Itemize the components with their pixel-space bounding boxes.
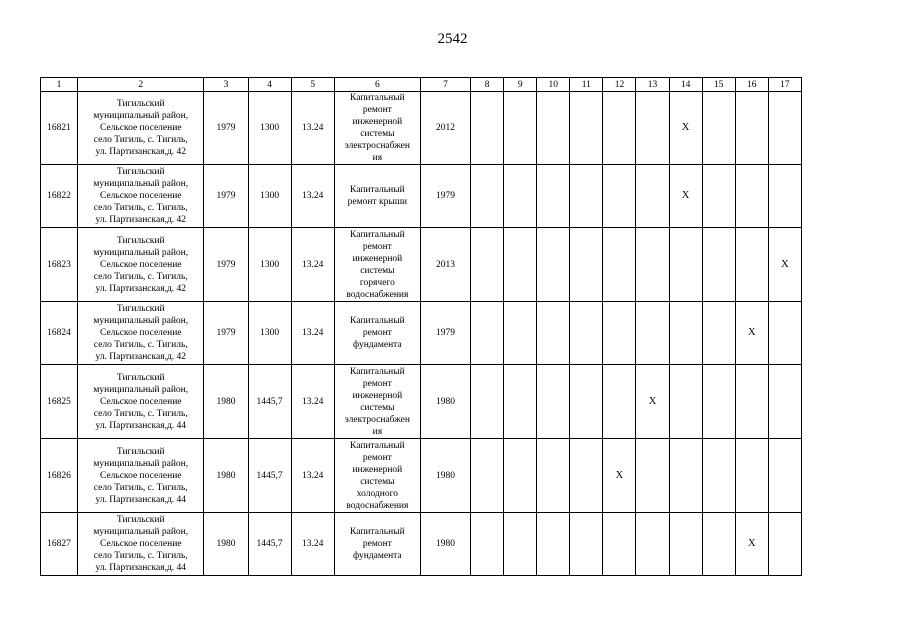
work-type-cell <box>334 513 420 576</box>
column-header: 3 <box>204 78 248 92</box>
work-type-cell-line: ремонт <box>362 378 392 389</box>
address-cell-line: Сельское поселение <box>100 123 182 133</box>
work-year-cell: 1980 <box>420 365 470 439</box>
work-type-cell-line: ремонт <box>362 328 392 338</box>
column-11-cell <box>570 513 603 576</box>
column-8-cell <box>471 302 504 365</box>
column-16-cell <box>735 228 768 302</box>
address-cell-line: Тигильский <box>116 167 165 177</box>
address-cell-line: муниципальный район, <box>93 316 189 326</box>
work-type-cell-line: системы <box>360 129 395 139</box>
address-cell-line: ул. Партизанская,д. 44 <box>95 563 187 573</box>
table-row <box>41 439 802 513</box>
x-mark-cell: X <box>636 365 669 439</box>
work-type-cell-line: ремонт крыши <box>347 197 408 207</box>
column-8-cell <box>471 513 504 576</box>
address-cell <box>78 165 204 228</box>
column-13-cell <box>636 165 669 228</box>
column-header: 15 <box>702 78 735 92</box>
column-header: 1 <box>41 78 78 92</box>
column-17-cell <box>768 365 801 439</box>
column-16-cell <box>735 439 768 513</box>
work-type-cell-line: электроснабжен <box>344 414 410 425</box>
column-17-cell <box>768 439 801 513</box>
work-type-cell-line: водоснабжения <box>346 289 409 300</box>
work-type-cell-line: системы <box>360 476 395 487</box>
work-type-cell-line: фундамента <box>353 340 402 350</box>
column-header: 11 <box>570 78 603 92</box>
address-cell <box>78 365 204 439</box>
column-16-cell <box>735 165 768 228</box>
work-year-cell: 2013 <box>420 228 470 302</box>
address-cell-line: Сельское поселение <box>100 470 182 481</box>
column-15-cell <box>702 513 735 576</box>
address-cell-line: Тигильский <box>116 304 165 314</box>
work-type-cell <box>334 165 420 228</box>
column-9-cell <box>504 302 537 365</box>
work-year-cell: 1980 <box>420 513 470 576</box>
column-14-cell <box>669 439 702 513</box>
column-17-cell <box>768 302 801 365</box>
column-8-cell <box>471 92 504 165</box>
column-10-cell <box>537 92 570 165</box>
address-cell-line: ул. Партизанская,д. 42 <box>95 215 187 225</box>
column-12-cell <box>603 92 636 165</box>
column-8-cell <box>471 365 504 439</box>
column-13-cell <box>636 92 669 165</box>
column-header: 6 <box>334 78 420 92</box>
work-type-cell <box>334 92 420 165</box>
column-13-cell <box>636 439 669 513</box>
column-17-cell <box>768 92 801 165</box>
work-type-cell-line: инженерной <box>352 117 403 127</box>
data-table <box>40 77 802 576</box>
address-cell-line: Сельское поселение <box>100 396 182 407</box>
column-10-cell <box>537 365 570 439</box>
table-row <box>41 92 802 165</box>
area-cell: 1300 <box>248 92 291 165</box>
work-type-cell-line: горячего <box>359 277 395 288</box>
column-13-cell <box>636 228 669 302</box>
row-id-cell: 16826 <box>41 439 78 513</box>
work-type-cell-line: Капитальный <box>350 440 405 451</box>
address-cell-line: муниципальный район, <box>93 384 189 395</box>
table-row <box>41 302 802 365</box>
work-type-cell-line: системы <box>360 265 395 276</box>
column-12-cell <box>603 365 636 439</box>
column-9-cell <box>504 92 537 165</box>
year-cell: 1980 <box>204 365 248 439</box>
year-cell: 1979 <box>204 302 248 365</box>
work-type-cell-line: водоснабжения <box>346 500 409 511</box>
work-type-cell-line: Капитальный <box>350 229 405 240</box>
work-type-cell-line: ремонт <box>362 241 392 252</box>
column-11-cell <box>570 365 603 439</box>
work-type-cell-line: Капитальный <box>350 316 405 326</box>
row-id-cell: 16823 <box>41 228 78 302</box>
column-header: 13 <box>636 78 669 92</box>
column-14-cell <box>669 365 702 439</box>
address-cell <box>78 92 204 165</box>
column-12-cell <box>603 513 636 576</box>
column-13-cell <box>636 302 669 365</box>
row-id-cell: 16825 <box>41 365 78 439</box>
area-cell: 1300 <box>248 302 291 365</box>
address-cell-line: ул. Партизанская,д. 42 <box>95 147 187 157</box>
column-14-cell <box>669 228 702 302</box>
code-cell: 13.24 <box>291 165 334 228</box>
code-cell: 13.24 <box>291 439 334 513</box>
work-type-cell-line: холодного <box>356 488 399 499</box>
x-mark-cell: X <box>735 513 768 576</box>
address-cell-line: Тигильский <box>116 99 165 109</box>
column-header: 16 <box>735 78 768 92</box>
address-cell <box>78 302 204 365</box>
area-cell: 1300 <box>248 165 291 228</box>
column-12-cell <box>603 228 636 302</box>
area-cell: 1445,7 <box>248 439 291 513</box>
address-cell-line: муниципальный район, <box>93 111 189 121</box>
address-cell-line: муниципальный район, <box>93 458 189 469</box>
work-type-cell-line: ремонт <box>362 105 392 115</box>
row-id-cell: 16827 <box>41 513 78 576</box>
column-16-cell <box>735 365 768 439</box>
address-cell-line: муниципальный район, <box>93 527 189 537</box>
column-header: 9 <box>504 78 537 92</box>
year-cell: 1979 <box>204 165 248 228</box>
address-cell-line: село Тигиль, с. Тигиль, <box>93 408 188 419</box>
address-cell-line: ул. Партизанская,д. 44 <box>95 494 187 505</box>
column-9-cell <box>504 365 537 439</box>
column-15-cell <box>702 439 735 513</box>
column-17-cell <box>768 513 801 576</box>
area-cell: 1445,7 <box>248 513 291 576</box>
year-cell: 1980 <box>204 513 248 576</box>
year-cell: 1980 <box>204 439 248 513</box>
work-year-cell: 1979 <box>420 165 470 228</box>
work-type-cell-line: электроснабжен <box>344 141 410 151</box>
address-cell-line: муниципальный район, <box>93 179 189 189</box>
work-type-cell-line: инженерной <box>352 464 403 475</box>
address-cell-line: село Тигиль, с. Тигиль, <box>93 482 188 493</box>
column-header: 17 <box>768 78 801 92</box>
year-cell: 1979 <box>204 228 248 302</box>
column-13-cell <box>636 513 669 576</box>
page-number: 2542 <box>437 31 468 47</box>
column-10-cell <box>537 439 570 513</box>
column-11-cell <box>570 165 603 228</box>
address-cell-line: муниципальный район, <box>93 247 189 258</box>
row-id-cell: 16822 <box>41 165 78 228</box>
work-type-cell-line: Капитальный <box>350 527 405 537</box>
year-cell: 1979 <box>204 92 248 165</box>
work-type-cell-line: ия <box>372 153 383 163</box>
table-row <box>41 513 802 576</box>
row-id-cell: 16824 <box>41 302 78 365</box>
address-cell-line: Сельское поселение <box>100 328 182 338</box>
work-type-cell-line: ия <box>372 426 383 437</box>
column-8-cell <box>471 439 504 513</box>
work-type-cell-line: ремонт <box>362 452 392 463</box>
area-cell: 1445,7 <box>248 365 291 439</box>
address-cell <box>78 439 204 513</box>
column-10-cell <box>537 302 570 365</box>
column-17-cell <box>768 165 801 228</box>
work-type-cell-line: Капитальный <box>350 185 405 195</box>
code-cell: 13.24 <box>291 365 334 439</box>
address-cell-line: село Тигиль, с. Тигиль, <box>93 203 188 213</box>
address-cell <box>78 513 204 576</box>
column-16-cell <box>735 92 768 165</box>
address-cell-line: село Тигиль, с. Тигиль, <box>93 551 188 561</box>
column-15-cell <box>702 228 735 302</box>
address-cell <box>78 228 204 302</box>
x-mark-cell: X <box>735 302 768 365</box>
column-14-cell <box>669 302 702 365</box>
work-type-cell-line: ремонт <box>362 539 392 549</box>
column-12-cell <box>603 302 636 365</box>
column-11-cell <box>570 439 603 513</box>
code-cell: 13.24 <box>291 228 334 302</box>
column-header: 7 <box>420 78 470 92</box>
code-cell: 13.24 <box>291 513 334 576</box>
column-9-cell <box>504 439 537 513</box>
column-header: 14 <box>669 78 702 92</box>
work-year-cell: 2012 <box>420 92 470 165</box>
address-cell-line: Сельское поселение <box>100 191 182 201</box>
work-type-cell-line: Капитальный <box>350 93 405 103</box>
column-9-cell <box>504 228 537 302</box>
work-type-cell-line: Капитальный <box>350 366 405 377</box>
work-type-cell <box>334 228 420 302</box>
address-cell-line: Сельское поселение <box>100 259 182 270</box>
column-11-cell <box>570 302 603 365</box>
address-cell-line: село Тигиль, с. Тигиль, <box>93 340 188 350</box>
column-header: 4 <box>248 78 291 92</box>
column-9-cell <box>504 165 537 228</box>
column-15-cell <box>702 165 735 228</box>
table-row <box>41 365 802 439</box>
column-10-cell <box>537 228 570 302</box>
column-9-cell <box>504 513 537 576</box>
address-cell-line: Тигильский <box>116 372 165 383</box>
address-cell-line: Тигильский <box>116 515 165 525</box>
x-mark-cell: X <box>669 165 702 228</box>
column-header: 12 <box>603 78 636 92</box>
work-type-cell-line: системы <box>360 402 395 413</box>
column-8-cell <box>471 165 504 228</box>
address-cell-line: ул. Партизанская,д. 42 <box>95 352 187 362</box>
work-type-cell <box>334 365 420 439</box>
address-cell-line: Сельское поселение <box>100 539 182 549</box>
area-cell: 1300 <box>248 228 291 302</box>
column-15-cell <box>702 365 735 439</box>
work-type-cell-line: инженерной <box>352 390 403 401</box>
address-cell-line: Тигильский <box>116 446 165 457</box>
table-row <box>41 228 802 302</box>
work-year-cell: 1980 <box>420 439 470 513</box>
column-header: 5 <box>291 78 334 92</box>
column-14-cell <box>669 513 702 576</box>
row-id-cell: 16821 <box>41 92 78 165</box>
column-header: 8 <box>471 78 504 92</box>
column-10-cell <box>537 513 570 576</box>
header-row <box>41 78 802 92</box>
column-header: 2 <box>78 78 204 92</box>
x-mark-cell: X <box>603 439 636 513</box>
code-cell: 13.24 <box>291 92 334 165</box>
column-8-cell <box>471 228 504 302</box>
work-type-cell-line: инженерной <box>352 253 403 264</box>
address-cell-line: ул. Партизанская,д. 42 <box>95 283 187 294</box>
code-cell: 13.24 <box>291 302 334 365</box>
table-row <box>41 165 802 228</box>
column-11-cell <box>570 228 603 302</box>
x-mark-cell: X <box>768 228 801 302</box>
address-cell-line: село Тигиль, с. Тигиль, <box>93 135 188 145</box>
column-10-cell <box>537 165 570 228</box>
work-type-cell-line: фундамента <box>353 551 402 561</box>
address-cell-line: ул. Партизанская,д. 44 <box>95 420 187 431</box>
work-type-cell <box>334 302 420 365</box>
work-type-cell <box>334 439 420 513</box>
column-12-cell <box>603 165 636 228</box>
column-11-cell <box>570 92 603 165</box>
table-body <box>41 92 802 576</box>
address-cell-line: село Тигиль, с. Тигиль, <box>93 271 188 282</box>
column-15-cell <box>702 92 735 165</box>
column-header: 10 <box>537 78 570 92</box>
work-year-cell: 1979 <box>420 302 470 365</box>
address-cell-line: Тигильский <box>116 235 165 246</box>
x-mark-cell: X <box>669 92 702 165</box>
column-15-cell <box>702 302 735 365</box>
